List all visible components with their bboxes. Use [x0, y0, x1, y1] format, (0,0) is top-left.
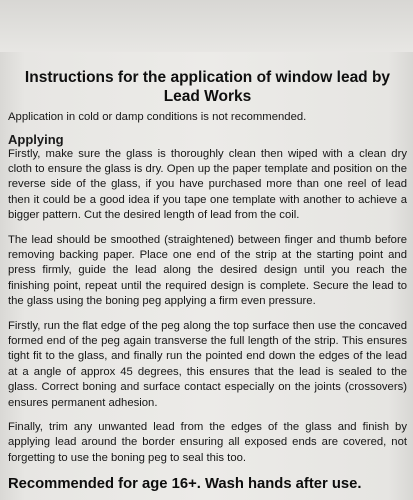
- paragraph-finishing: Finally, trim any unwanted lead from the edges of the glass and finish by applying lead around the border ensuring all exposed ends are covered, not forgetting to use the boning peg to seal this too.: [8, 421, 407, 464]
- document-title: Instructions for the application of window lead by Lead Works: [24, 69, 391, 105]
- section-heading-applying: Applying: [8, 131, 64, 147]
- age-warning: Recommended for age 16+. Wash hands after use.: [8, 476, 362, 493]
- paragraph-preparation: Firstly, make sure the glass is thoroughly clean then wiped with a clean dry cloth to ensure the glass is dry. Open up the paper template and position on the reverse side of the glass, if you have purchased more than one reel of lead then it could be a good idea if you tape one template with another to achieve a bigger pattern. Cut the desired length of lead from the coil.: [8, 147, 407, 222]
- paragraph-placing-lead: The lead should be smoothed (straightened) between finger and thumb before removing backing paper. Place one end of the strip at the starting point and press firmly, guide the lead along the desired design until you reach the finishing point, repeat until the required design is complete. Secure the lead to the glass using the boning peg applying a firm even pressure.: [8, 233, 407, 308]
- instruction-sheet: [0, 52, 413, 500]
- conditions-note: Application in cold or damp conditions is not recommended.: [8, 111, 307, 123]
- instruction-content: [8, 68, 407, 493]
- paragraph-boning: Firstly, run the flat edge of the peg along the top surface then use the concaved formed end of the peg again transverse the full length of the strip. This ensures tight fit to the glass, and finally run the pointed end down the edges of the lead at a angle of approx 45 degrees, this ensures that the lead is sealed to the glass. Correct boning and surface contact especially on the joints (crossovers) ensures permanent adhesion.: [8, 319, 407, 409]
